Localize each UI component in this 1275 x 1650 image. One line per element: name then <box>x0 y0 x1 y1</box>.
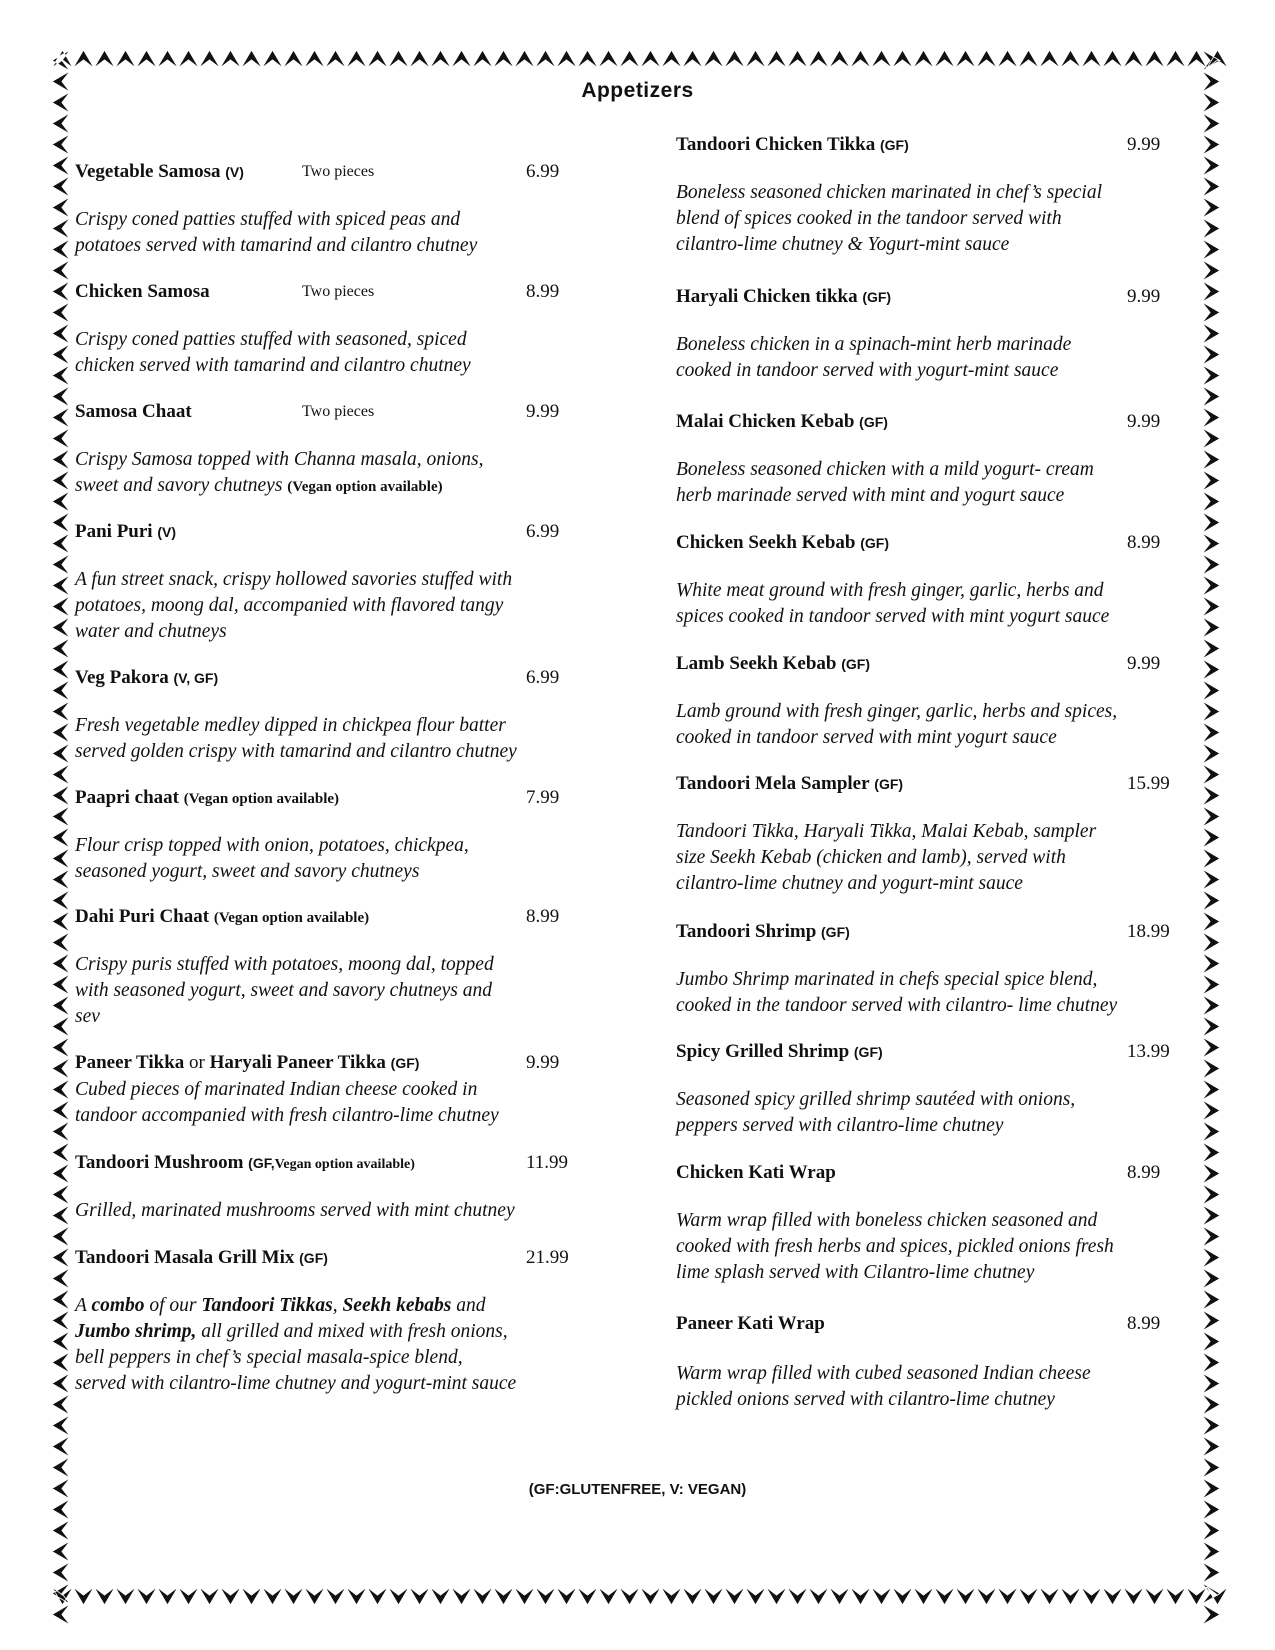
item-description: Warm wrap filled with boneless chicken seasoned and cooked with fresh herbs and spices, pickled onions fresh lime splash served with Cilantro-lime chutney <box>676 1210 1114 1283</box>
menu-item <box>75 667 605 765</box>
item-price: 8.99 <box>1127 1162 1161 1183</box>
item-name: Chicken Seekh Kebab <box>676 532 856 553</box>
item-description: Boneless seasoned chicken with a mild yogurt- cream herb marinade served with mint and yogurt sauce <box>676 459 1094 506</box>
item-tag: (GF) <box>821 924 850 940</box>
menu-item <box>75 906 605 1030</box>
item-name: Haryali Chicken tikka <box>676 286 858 307</box>
item-name: Tandoori Masala Grill Mix <box>75 1247 295 1268</box>
item-price: 8.99 <box>1127 1313 1161 1334</box>
item-tag: (Vegan option available) <box>213 910 370 926</box>
item-or: or <box>189 1052 205 1073</box>
menu-item <box>75 401 605 500</box>
item-name: Paneer Tikka <box>75 1052 185 1073</box>
item-price: 9.99 <box>1127 411 1161 432</box>
menu-item <box>75 787 605 885</box>
item-description: Cubed pieces of marinated Indian cheese cooked in tandoor accompanied with fresh cilantro-lime chutney <box>75 1079 499 1126</box>
item-description: Grilled, marinated mushrooms served with mint chutney <box>75 1200 515 1221</box>
item-tag: (GF) <box>390 1055 420 1071</box>
item-price: 6.99 <box>526 161 560 182</box>
item-name: Vegetable Samosa <box>75 161 221 182</box>
item-price: 9.99 <box>526 401 560 422</box>
menu-item <box>75 1247 605 1397</box>
item-tag: (V, GF) <box>173 670 219 686</box>
menu-item <box>676 773 1206 897</box>
item-description: Seasoned spicy grilled shrimp sautéed with onions, peppers served with cilantro-lime chutney <box>676 1089 1076 1136</box>
item-description: Fresh vegetable medley dipped in chickpea flour batter served golden crispy with tamarind and cilantro chutney <box>75 715 517 762</box>
item-tag-extra: Vegan option available) <box>274 1157 415 1172</box>
vegan-option-note: (Vegan option available) <box>287 479 443 495</box>
menu-item <box>676 1162 1206 1286</box>
item-description: A combo of our Tandoori Tikkas, Seekh kebabs and Jumbo shrimp, all grilled and mixed with fresh onions, bell peppers in chef’s special masala-spice blend, served with cilantro-lime chutney and yogurt-mint sauce <box>75 1295 517 1394</box>
menu-item <box>676 653 1206 751</box>
item-description: Crispy Samosa topped with Channa masala, onions, sweet and savory chutneys (Vegan option available) <box>75 449 484 496</box>
item-price: 9.99 <box>526 1052 560 1073</box>
menu-item <box>75 1152 605 1224</box>
item-price: 8.99 <box>526 906 560 927</box>
item-description: Flour crisp topped with onion, potatoes, chickpea, seasoned yogurt, sweet and savory chutneys <box>75 835 469 882</box>
item-tag: (GF) <box>859 414 888 430</box>
item-tag: (GF) <box>874 776 904 792</box>
item-description: Warm wrap filled with cubed seasoned Indian cheese pickled onions served with cilantro-lime chutney <box>676 1363 1091 1410</box>
item-name: Veg Pakora <box>75 667 169 688</box>
item-name: Dahi Puri Chaat <box>75 906 210 927</box>
menu-item <box>75 281 605 379</box>
item-note: Two pieces <box>302 403 375 420</box>
menu-item <box>676 286 1206 384</box>
item-price: 21.99 <box>526 1247 569 1268</box>
item-name: Paapri chaat <box>75 787 179 808</box>
item-name: Spicy Grilled Shrimp <box>676 1041 850 1062</box>
item-price: 7.99 <box>526 787 560 808</box>
item-price: 15.99 <box>1127 773 1170 794</box>
item-price: 6.99 <box>526 521 560 542</box>
item-tag: (Vegan option available) <box>183 791 340 807</box>
item-tag: (GF) <box>841 656 870 672</box>
item-description: A fun street snack, crispy hollowed savories stuffed with potatoes, moong dal, accompanied with flavored tangy water and chutneys <box>75 569 513 642</box>
item-price: 9.99 <box>1127 286 1161 307</box>
item-name: Chicken Kati Wrap <box>676 1162 836 1183</box>
item-price: 9.99 <box>1127 653 1161 674</box>
item-note: Two pieces <box>302 163 375 180</box>
menu-item <box>676 1313 1206 1413</box>
menu-item <box>676 1041 1206 1139</box>
item-price: 8.99 <box>526 281 560 302</box>
menu-item <box>75 521 605 645</box>
menu-item <box>75 1052 605 1129</box>
page-title: Appetizers <box>581 79 694 102</box>
item-tag: (V) <box>157 524 177 540</box>
menu-item <box>676 134 1206 258</box>
item-tag: (V) <box>225 164 244 180</box>
menu-item <box>676 921 1206 1019</box>
item-name: Pani Puri <box>75 521 153 542</box>
item-description: Boneless chicken in a spinach-mint herb marinade cooked in tandoor served with yogurt-mint sauce <box>676 334 1072 381</box>
item-tag: (GF, <box>248 1155 275 1171</box>
legend-footer: (GF:GLUTENFREE, V: VEGAN) <box>528 1481 747 1498</box>
item-note: Two pieces <box>302 283 375 300</box>
item-description: Tandoori Tikka, Haryali Tikka, Malai Kebab, sampler size Seekh Kebab (chicken and lamb), served with cilantro-lime chutney and yogurt-mint sauce <box>676 821 1097 894</box>
item-price: 8.99 <box>1127 532 1161 553</box>
item-name: Chicken Samosa <box>75 281 210 302</box>
item-tag: (GF) <box>862 289 892 305</box>
menu-item <box>75 161 605 259</box>
item-name: Lamb Seekh Kebab <box>676 653 837 674</box>
item-name: Tandoori Chicken Tikka <box>676 134 876 155</box>
item-tag: (GF) <box>880 137 909 153</box>
item-description: Crispy coned patties stuffed with seasoned, spiced chicken served with tamarind and cilantro chutney <box>75 329 471 376</box>
menu-item <box>676 532 1206 630</box>
item-description: Boneless seasoned chicken marinated in chef’s special blend of spices cooked in the tandoor served with cilantro-lime chutney & Yogurt-mint sauce <box>676 182 1102 255</box>
item-tag: (GF) <box>299 1250 328 1266</box>
item-tag: (GF) <box>860 535 889 551</box>
item-name: Tandoori Mela Sampler <box>676 773 870 794</box>
item-description: Jumbo Shrimp marinated in chefs special spice blend, cooked in the tandoor served with cilantro- lime chutney <box>676 969 1118 1016</box>
item-name: Samosa Chaat <box>75 401 192 422</box>
item-description: Crispy coned patties stuffed with spiced peas and potatoes served with tamarind and cilantro chutney <box>75 209 478 256</box>
item-description: Lamb ground with fresh ginger, garlic, herbs and spices, cooked in tandoor served with mint yogurt sauce <box>676 701 1118 748</box>
item-price: 11.99 <box>526 1152 569 1173</box>
item-price: 18.99 <box>1127 921 1170 942</box>
item-name: Paneer Kati Wrap <box>676 1313 825 1334</box>
item-name: Tandoori Shrimp <box>676 921 817 942</box>
item-name: Malai Chicken Kebab <box>676 411 855 432</box>
item-tag: (GF) <box>853 1044 883 1060</box>
menu-item <box>676 411 1206 509</box>
item-description: White meat ground with fresh ginger, garlic, herbs and spices cooked in tandoor served with mint yogurt sauce <box>676 580 1110 627</box>
item-description: Crispy puris stuffed with potatoes, moong dal, topped with seasoned yogurt, sweet and savory chutneys and sev <box>75 954 494 1027</box>
item-price: 9.99 <box>1127 134 1161 155</box>
item-price: 6.99 <box>526 667 560 688</box>
item-name: Tandoori Mushroom <box>75 1152 244 1173</box>
item-price: 13.99 <box>1127 1041 1170 1062</box>
item-name-alt: Haryali Paneer Tikka <box>209 1052 386 1073</box>
